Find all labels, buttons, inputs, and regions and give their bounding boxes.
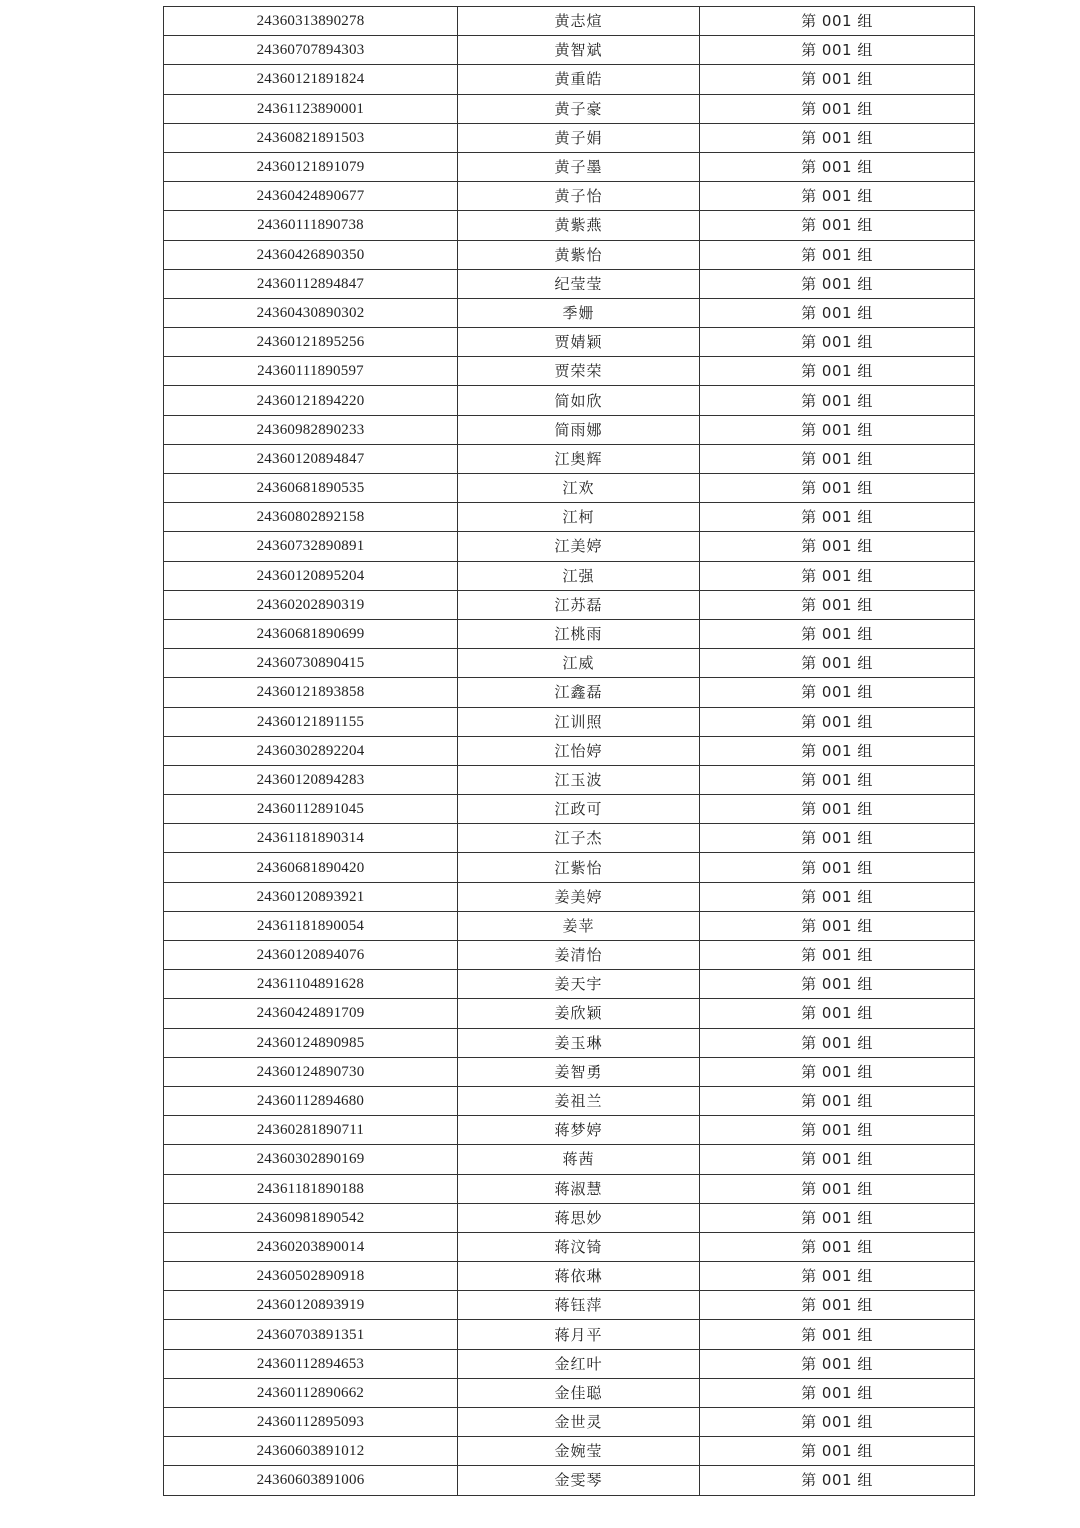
table-row [164,1028,975,1057]
group-cell: 第 001 组 [700,707,975,736]
exam-id-cell: 24360121891079 [164,152,458,181]
student-name-cell: 江训照 [458,707,700,736]
exam-id-cell: 24360121893858 [164,678,458,707]
table-row [164,1116,975,1145]
student-name-cell: 蒋淑慧 [458,1174,700,1203]
group-cell: 第 001 组 [700,1262,975,1291]
student-name-cell: 贾荣荣 [458,357,700,386]
table-row [164,386,975,415]
exam-id-cell: 24360502890918 [164,1262,458,1291]
table-row [164,853,975,882]
group-cell: 第 001 组 [700,970,975,999]
exam-id-cell: 24360302890169 [164,1145,458,1174]
student-name-cell: 贾婧颖 [458,328,700,357]
exam-id-cell: 24361181890314 [164,824,458,853]
group-cell: 第 001 组 [700,999,975,1028]
exam-id-cell: 24360112891045 [164,795,458,824]
student-name-cell: 蒋月平 [458,1320,700,1349]
exam-id-cell: 24360982890233 [164,415,458,444]
group-cell: 第 001 组 [700,1320,975,1349]
table-row [164,123,975,152]
group-cell: 第 001 组 [700,1116,975,1145]
group-cell: 第 001 组 [700,561,975,590]
table-row [164,911,975,940]
student-name-cell: 黄智斌 [458,36,700,65]
exam-id-cell: 24360821891503 [164,123,458,152]
exam-id-cell: 24360603891012 [164,1437,458,1466]
table-row [164,619,975,648]
exam-id-cell: 24360112894847 [164,269,458,298]
student-name-cell: 江桃雨 [458,619,700,648]
table-row [164,561,975,590]
student-name-cell: 姜美婷 [458,882,700,911]
exam-id-cell: 24360112894680 [164,1086,458,1115]
group-cell: 第 001 组 [700,678,975,707]
table-row [164,444,975,473]
table-row [164,999,975,1028]
exam-id-cell: 24360302892204 [164,736,458,765]
table-row [164,1262,975,1291]
exam-id-cell: 24360732890891 [164,532,458,561]
table-row [164,328,975,357]
exam-id-cell: 24360112890662 [164,1378,458,1407]
table-row [164,7,975,36]
group-cell: 第 001 组 [700,882,975,911]
table-row [164,1378,975,1407]
exam-id-cell: 24361181890054 [164,911,458,940]
exam-id-cell: 24360981890542 [164,1203,458,1232]
exam-id-cell: 24360730890415 [164,649,458,678]
table-row [164,590,975,619]
student-name-cell: 蒋钰萍 [458,1291,700,1320]
table-row [164,415,975,444]
table-row [164,1232,975,1261]
exam-id-cell: 24360124890985 [164,1028,458,1057]
group-cell: 第 001 组 [700,94,975,123]
group-cell: 第 001 组 [700,211,975,240]
group-cell: 第 001 组 [700,474,975,503]
group-cell: 第 001 组 [700,765,975,794]
exam-id-cell: 24360111890738 [164,211,458,240]
student-name-cell: 黄志煊 [458,7,700,36]
exam-id-cell: 24360707894303 [164,36,458,65]
exam-id-cell: 24360202890319 [164,590,458,619]
group-cell: 第 001 组 [700,123,975,152]
table-row [164,298,975,327]
exam-id-cell: 24360112894653 [164,1349,458,1378]
student-name-cell: 蒋梦婷 [458,1116,700,1145]
table-row [164,795,975,824]
table-row [164,1320,975,1349]
group-cell: 第 001 组 [700,298,975,327]
table-row [164,65,975,94]
group-cell: 第 001 组 [700,736,975,765]
exam-id-cell: 24360703891351 [164,1320,458,1349]
table-row [164,1174,975,1203]
student-name-cell: 江奥辉 [458,444,700,473]
group-cell: 第 001 组 [700,1145,975,1174]
table-row [164,765,975,794]
student-name-cell: 姜祖兰 [458,1086,700,1115]
exam-id-cell: 24360120893919 [164,1291,458,1320]
group-cell: 第 001 组 [700,1232,975,1261]
roster-table-body [164,7,975,1496]
student-name-cell: 江子杰 [458,824,700,853]
table-row [164,1086,975,1115]
table-row [164,1291,975,1320]
table-row [164,269,975,298]
group-cell: 第 001 组 [700,65,975,94]
group-cell: 第 001 组 [700,415,975,444]
student-name-cell: 江欢 [458,474,700,503]
exam-id-cell: 24360424890677 [164,182,458,211]
student-name-cell: 江苏磊 [458,590,700,619]
group-cell: 第 001 组 [700,1408,975,1437]
exam-id-cell: 24360120894076 [164,941,458,970]
table-row [164,182,975,211]
exam-id-cell: 24360681890699 [164,619,458,648]
exam-id-cell: 24360111890597 [164,357,458,386]
student-name-cell: 姜清怡 [458,941,700,970]
table-row [164,707,975,736]
student-name-cell: 简如欣 [458,386,700,415]
exam-id-cell: 24360430890302 [164,298,458,327]
group-cell: 第 001 组 [700,853,975,882]
group-cell: 第 001 组 [700,1203,975,1232]
student-name-cell: 黄子怡 [458,182,700,211]
group-cell: 第 001 组 [700,824,975,853]
exam-id-cell: 24360124890730 [164,1057,458,1086]
student-name-cell: 江怡婷 [458,736,700,765]
group-cell: 第 001 组 [700,7,975,36]
exam-id-cell: 24360120894847 [164,444,458,473]
table-row [164,532,975,561]
student-name-cell: 江强 [458,561,700,590]
group-cell: 第 001 组 [700,182,975,211]
student-name-cell: 金雯琴 [458,1466,700,1495]
student-name-cell: 江玉波 [458,765,700,794]
exam-id-cell: 24360203890014 [164,1232,458,1261]
table-row [164,1437,975,1466]
table-row [164,152,975,181]
table-row [164,1349,975,1378]
table-row [164,503,975,532]
group-cell: 第 001 组 [700,503,975,532]
exam-id-cell: 24360121895256 [164,328,458,357]
student-name-cell: 姜苹 [458,911,700,940]
table-row [164,941,975,970]
student-name-cell: 黄子豪 [458,94,700,123]
table-row [164,824,975,853]
student-name-cell: 黄紫怡 [458,240,700,269]
table-row [164,1466,975,1495]
student-name-cell: 纪莹莹 [458,269,700,298]
student-name-cell: 简雨娜 [458,415,700,444]
group-cell: 第 001 组 [700,941,975,970]
table-row [164,1408,975,1437]
group-cell: 第 001 组 [700,357,975,386]
student-name-cell: 黄重皓 [458,65,700,94]
table-row [164,678,975,707]
group-cell: 第 001 组 [700,1174,975,1203]
exam-id-cell: 24360426890350 [164,240,458,269]
student-name-cell: 江紫怡 [458,853,700,882]
student-name-cell: 黄紫燕 [458,211,700,240]
student-name-cell: 姜欣颖 [458,999,700,1028]
table-row [164,357,975,386]
exam-id-cell: 24360121894220 [164,386,458,415]
student-name-cell: 季姗 [458,298,700,327]
exam-id-cell: 24360120895204 [164,561,458,590]
table-row [164,1057,975,1086]
group-cell: 第 001 组 [700,590,975,619]
exam-id-cell: 24360313890278 [164,7,458,36]
table-row [164,736,975,765]
exam-id-cell: 24360120893921 [164,882,458,911]
student-name-cell: 黄子娟 [458,123,700,152]
group-cell: 第 001 组 [700,1437,975,1466]
group-cell: 第 001 组 [700,1378,975,1407]
table-row [164,1203,975,1232]
group-cell: 第 001 组 [700,619,975,648]
student-name-cell: 黄子墨 [458,152,700,181]
group-cell: 第 001 组 [700,1466,975,1495]
table-row [164,211,975,240]
group-cell: 第 001 组 [700,911,975,940]
table-row [164,882,975,911]
group-cell: 第 001 组 [700,444,975,473]
student-name-cell: 蒋依琳 [458,1262,700,1291]
student-name-cell: 蒋汶锜 [458,1232,700,1261]
student-name-cell: 蒋思妙 [458,1203,700,1232]
student-name-cell: 江鑫磊 [458,678,700,707]
exam-id-cell: 24361104891628 [164,970,458,999]
group-cell: 第 001 组 [700,269,975,298]
student-name-cell: 姜玉琳 [458,1028,700,1057]
group-cell: 第 001 组 [700,1057,975,1086]
exam-id-cell: 24360281890711 [164,1116,458,1145]
student-name-cell: 江美婷 [458,532,700,561]
table-row [164,649,975,678]
student-name-cell: 金红叶 [458,1349,700,1378]
group-cell: 第 001 组 [700,649,975,678]
group-cell: 第 001 组 [700,152,975,181]
group-cell: 第 001 组 [700,240,975,269]
group-cell: 第 001 组 [700,1349,975,1378]
group-cell: 第 001 组 [700,1028,975,1057]
exam-id-cell: 24360802892158 [164,503,458,532]
student-name-cell: 金婉莹 [458,1437,700,1466]
student-name-cell: 姜天宇 [458,970,700,999]
exam-id-cell: 24360121891824 [164,65,458,94]
group-cell: 第 001 组 [700,386,975,415]
student-name-cell: 姜智勇 [458,1057,700,1086]
exam-id-cell: 24361123890001 [164,94,458,123]
student-name-cell: 江政可 [458,795,700,824]
student-name-cell: 金佳聪 [458,1378,700,1407]
table-row [164,1145,975,1174]
exam-id-cell: 24360603891006 [164,1466,458,1495]
student-name-cell: 蒋茜 [458,1145,700,1174]
group-cell: 第 001 组 [700,795,975,824]
group-cell: 第 001 组 [700,532,975,561]
exam-id-cell: 24360112895093 [164,1408,458,1437]
table-row [164,36,975,65]
group-cell: 第 001 组 [700,328,975,357]
table-row [164,474,975,503]
exam-id-cell: 24360121891155 [164,707,458,736]
group-cell: 第 001 组 [700,1291,975,1320]
table-row [164,970,975,999]
student-name-cell: 江柯 [458,503,700,532]
exam-id-cell: 24360424891709 [164,999,458,1028]
table-row [164,240,975,269]
exam-id-cell: 24360120894283 [164,765,458,794]
student-name-cell: 金世灵 [458,1408,700,1437]
roster-table [163,6,975,1496]
exam-id-cell: 24361181890188 [164,1174,458,1203]
group-cell: 第 001 组 [700,36,975,65]
exam-id-cell: 24360681890535 [164,474,458,503]
table-row [164,94,975,123]
exam-id-cell: 24360681890420 [164,853,458,882]
student-name-cell: 江威 [458,649,700,678]
group-cell: 第 001 组 [700,1086,975,1115]
